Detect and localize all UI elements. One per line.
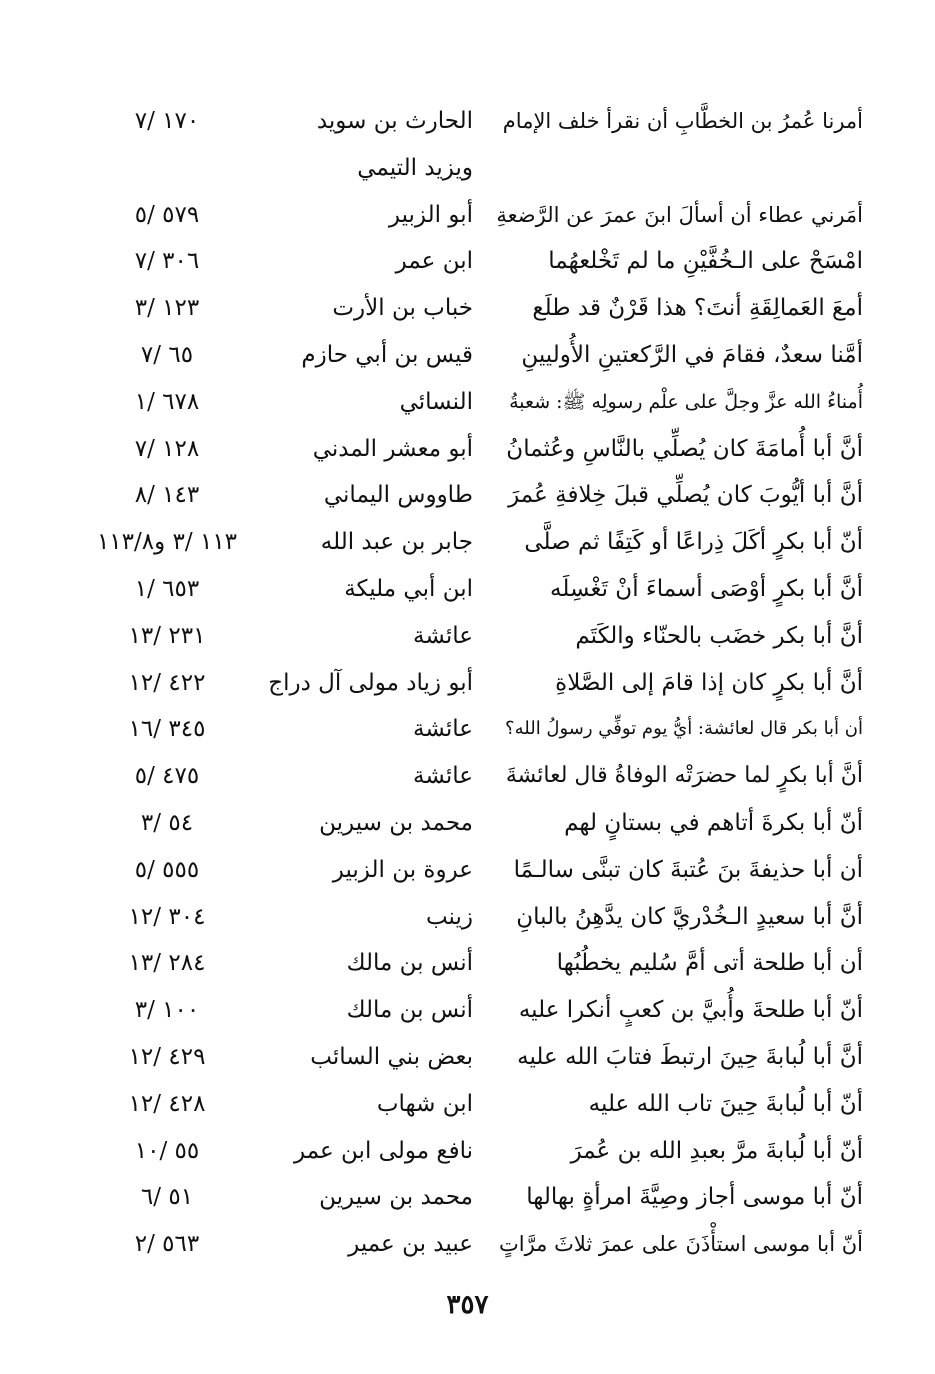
volume-page-reference: ٥٤ /٣ xyxy=(140,810,194,836)
volume-page-reference: ١٢٨ /٧ xyxy=(134,436,200,462)
volume-page-reference: ١٧٠ /٧ xyxy=(134,108,200,134)
narrator-name: عائشة xyxy=(413,763,473,789)
hadith-text: أنّ أبا موسى استأْذَنَ على عمرَ ثلاثَ مرَّاتٍ xyxy=(498,1232,863,1256)
volume-page-reference: ٢٨٤ /١٣ xyxy=(128,950,206,976)
narrator-name: عروة بن الزبير xyxy=(332,857,473,883)
index-entry-row xyxy=(0,332,935,378)
volume-page-reference: ٣٤٥ /١٦ xyxy=(128,716,206,742)
index-entry-row xyxy=(0,613,935,659)
narrator-name: قيس بن أبي حازم xyxy=(301,342,473,368)
index-entry-row xyxy=(0,566,935,612)
index-entry-row xyxy=(0,1034,935,1080)
index-entry-row xyxy=(0,1174,935,1220)
narrator-name: بعض بني السائب xyxy=(310,1044,473,1070)
hadith-text: أن أبا طلحة أتى أمَّ سُليم يخطُبُها xyxy=(556,950,863,976)
narrator-name: محمد بن سيرين xyxy=(319,810,473,836)
index-entry-row xyxy=(0,192,935,238)
index-entry-row xyxy=(0,379,935,425)
page-number: ٣٥٧ xyxy=(446,1290,489,1320)
hadith-text: أمَّنا سعدٌ، فقامَ في الرَّكعتينِ الأُوليينِ xyxy=(521,342,863,368)
index-entry-row xyxy=(0,894,935,940)
hadith-text: أن أبا بكر قال لعائشة: أيُّ يوم توفِّي رسولُ الله؟ xyxy=(505,718,863,739)
hadith-text: أن أبا حذيفةَ بنَ عُتبةَ كان تبنَّى سالـمًا xyxy=(513,857,863,883)
index-entry-row xyxy=(0,285,935,331)
hadith-text xyxy=(493,145,863,191)
narrator-name: أبو معشر المدني xyxy=(312,436,473,462)
hadith-text: أمعَ العَمالِقَةِ أنتَ؟ هذا قَرْنٌ قد طلَع xyxy=(532,295,863,321)
volume-page-reference: ١١٣ /٣ و١١٣/٨ xyxy=(96,529,238,555)
narrator-name: ابن عمر xyxy=(395,248,473,274)
hadith-text: أنّ أبا بكرٍ أكَلَ ذِراعًا أو كَتِفًا ثم صلَّى xyxy=(524,529,863,555)
hadith-text: أنّ أبا طلحةَ وأُبيَّ بن كعبٍ أنكرا عليه xyxy=(518,997,863,1023)
narrator-name: محمد بن سيرين xyxy=(319,1184,473,1210)
volume-page-reference: ٦٥ /٧ xyxy=(140,342,194,368)
index-entry-row xyxy=(0,472,935,518)
index-entry-row xyxy=(0,1221,935,1267)
hadith-text: أمَرني عطاء أن أسألَ ابنَ عمرَ عن الرَّضعةِ xyxy=(496,203,863,227)
volume-page-reference: ٥٧٩ /٥ xyxy=(134,202,200,228)
narrator-name: أبو زياد مولى آل دراج xyxy=(268,670,473,696)
volume-page-reference: ١٤٣ /٨ xyxy=(134,482,200,508)
hadith-text: أنَّ أبا بكر خضَب بالحنّاء والكَتَم xyxy=(575,623,863,649)
index-entry-row xyxy=(0,800,935,846)
volume-page-reference: ٤٢٩ /١٢ xyxy=(128,1044,206,1070)
volume-page-reference: ٢٣١ /١٣ xyxy=(128,623,206,649)
hadith-text: امْسَحْ على الـخُفَّيْنِ ما لم تَخْلعهُما xyxy=(548,248,863,274)
volume-page-reference: ٥٥ /١٠ xyxy=(134,1138,200,1164)
volume-page-reference: ٣٠٦ /٧ xyxy=(134,248,200,274)
narrator-name: ابن أبي مليكة xyxy=(344,576,473,602)
index-entry-row xyxy=(0,847,935,893)
narrator-name: أنس بن مالك xyxy=(346,997,473,1023)
narrator-name: ويزيد التيمي xyxy=(357,155,473,181)
narrator-name: أنس بن مالك xyxy=(346,950,473,976)
index-entry-row xyxy=(0,238,935,284)
narrator-name: أبو الزبير xyxy=(388,202,473,228)
hadith-text: أُمناءُ الله عزَّ وجلَّ على علْم رسولِه ﷺ: شعبةُ xyxy=(509,391,863,413)
index-entry-row xyxy=(0,1128,935,1174)
index-entry-row xyxy=(0,660,935,706)
hadith-text: أنَّ أبا بكرٍ كان إذا قامَ إلى الصَّلاةِ xyxy=(555,670,863,696)
hadith-text: أنَّ أبا بكرٍ أوْصَى أسماءَ أنْ تَغْسِلَه xyxy=(550,576,863,602)
narrator-name: عائشة xyxy=(413,716,473,742)
volume-page-reference: ٤٢٨ /١٢ xyxy=(128,1091,206,1117)
volume-page-reference: ٤٧٥ /٥ xyxy=(134,763,200,789)
narrator-name: زينب xyxy=(425,904,473,930)
hadith-text: أمرنا عُمرُ بن الخطَّابِ أن نقرأ خلف الإمام xyxy=(502,109,863,133)
narrator-name: نافع مولى ابن عمر xyxy=(294,1138,473,1164)
volume-page-reference: ٣٠٤ /١٢ xyxy=(128,904,206,930)
volume-page-reference: ١٠٠ /٣ xyxy=(134,997,200,1023)
index-entry-row xyxy=(0,987,935,1033)
narrator-name: خباب بن الأرت xyxy=(332,295,473,321)
volume-page-reference: ٥١ /٦ xyxy=(140,1184,194,1210)
hadith-text: أنَّ أبا سعيدٍ الـخُدْريَّ كان يدَّهِنُ بالبانِ xyxy=(516,904,863,930)
hadith-text: أنَّ أبا أيُّوبَ كان يُصلِّي قبلَ خِلافةِ عُمرَ xyxy=(508,482,863,508)
index-entry-row xyxy=(0,98,935,144)
narrator-name: طاووس اليماني xyxy=(323,482,473,508)
hadith-text: أنّ أبا موسى أجاز وصِيَّةَ امرأةٍ بهالها xyxy=(526,1184,863,1210)
hadith-text: أنَّ أبا أُمامَةَ كان يُصلِّي بالنَّاسِ وعُثمانُ xyxy=(506,436,863,462)
narrator-name: جابر بن عبد الله xyxy=(320,529,473,555)
volume-page-reference: ٥٦٣ /٢ xyxy=(134,1231,200,1257)
hadith-text: أنَّ أبا لُبابةَ حِينَ ارتبطَ فتابَ الله عليه xyxy=(517,1044,863,1070)
index-entry-row xyxy=(0,706,935,752)
narrator-name: عائشة xyxy=(413,623,473,649)
narrator-name: ابن شهاب xyxy=(376,1091,473,1117)
index-entry-row xyxy=(0,519,935,565)
index-entry-row xyxy=(0,145,935,191)
index-entry-row xyxy=(0,753,935,799)
narrator-name: النسائي xyxy=(399,389,473,415)
volume-page-reference: ٦٥٣ /١ xyxy=(134,576,200,602)
hadith-text: أنّ أبا لُبابةَ حِينَ تاب الله عليه xyxy=(588,1091,863,1117)
hadith-text: أنّ أبا بكرةَ أتاهم في بستانٍ لهم xyxy=(564,810,863,836)
volume-page-reference: ٤٢٢ /١٢ xyxy=(128,670,206,696)
volume-page-reference: ١٢٣ /٣ xyxy=(134,295,200,321)
volume-page-reference: ٦٧٨ /١ xyxy=(134,389,200,415)
narrator-name: الحارث بن سويد xyxy=(316,108,473,134)
volume-page-reference xyxy=(77,145,257,191)
index-entry-row xyxy=(0,1081,935,1127)
volume-page-reference: ٥٥٥ /٥ xyxy=(134,857,200,883)
narrator-name: عبيد بن عمير xyxy=(348,1231,473,1257)
hadith-text: أنَّ أبا بكرٍ لما حضرَتْه الوفاةُ قال لعائشةَ xyxy=(505,763,863,788)
index-entry-row xyxy=(0,940,935,986)
hadith-text: أنّ أبا لُبابةَ مرَّ بعبدِ الله بن عُمرَ xyxy=(570,1138,863,1164)
index-entry-row xyxy=(0,426,935,472)
